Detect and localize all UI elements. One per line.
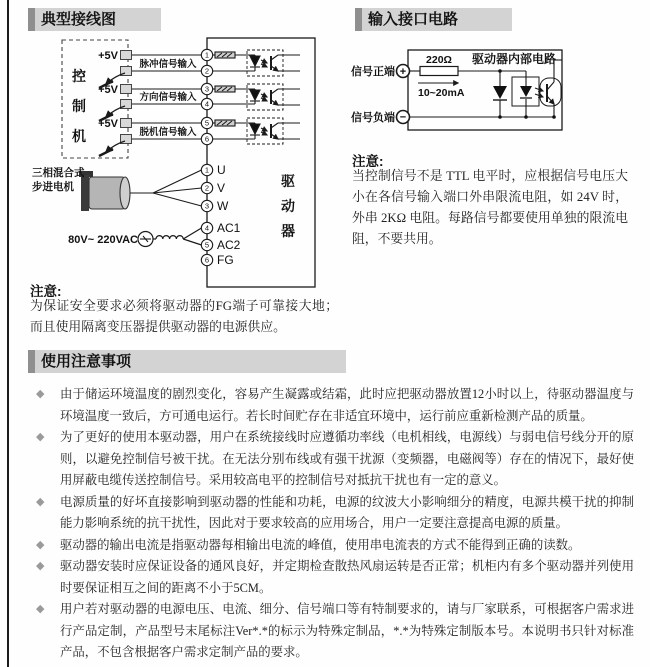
svg-text:1: 1 (204, 165, 210, 175)
precaution-text: 电源质量的好坏直接影响到驱动器的性能和功耗，电源的纹波大小影响细分的精度，电源共模干扰的抑制能力影响系统的抗干扰性，因此对于要求较高的应用场合，用户一定要注意提高电源的质量。 (60, 494, 634, 530)
current-value-label: 10~20mA (418, 87, 465, 99)
svg-text:6: 6 (204, 134, 210, 144)
clamp-diode (493, 86, 507, 100)
input-circuit-section-title (355, 8, 512, 31)
page-left-rule (7, 0, 9, 667)
terminal-V-label: V (217, 181, 226, 195)
terminal-AC1-label: AC1 (217, 221, 241, 235)
controller-char-1: 控 (72, 68, 86, 84)
terminal-W-label: W (217, 199, 229, 213)
diamond-bullet-icon: ◆ (36, 603, 45, 615)
controller-char-2: 制 (72, 98, 86, 114)
svg-text:−: − (399, 111, 407, 124)
direction-signal-label: 方向信号输入 (139, 92, 197, 103)
wiring-note-title: 注意: (30, 284, 62, 299)
signal-negative-label: 信号负端 (351, 112, 395, 124)
precaution-item (34, 599, 634, 664)
precaution-text: 驱动器的输出电流是指驱动器每相输出电流的峰值，使用串电流表的方式不能得到正确的读数。 (60, 537, 581, 552)
precaution-item (34, 535, 634, 557)
precautions-section-title-text: 使用注意事项 (41, 353, 132, 370)
driver-input-stages (213, 50, 301, 144)
driver-char-1: 驱 (281, 173, 295, 189)
svg-text:2: 2 (204, 183, 210, 193)
terminal-FG-label: FG (217, 253, 234, 267)
input-circuit-section-title-text: 输入接口电路 (368, 11, 459, 28)
ac-source (138, 232, 153, 247)
v5-label-2: +5V (98, 84, 118, 96)
diamond-bullet-icon: ◆ (36, 560, 45, 572)
positive-terminal (397, 65, 410, 78)
diamond-bullet-icon: ◆ (36, 431, 45, 443)
svg-text:3: 3 (204, 84, 210, 94)
signal-positive-label: 信号正端 (351, 66, 395, 78)
precaution-text: 由于储运环境温度的剧烈变化，容易产生凝露或结霜，此时应把驱动器放置12小时以上，待驱动器温度与环境温度一致后，方可通电运行。若长时间贮存在非适宜环境中，运行前应重新检测产品的质量。 (60, 387, 634, 423)
terminal-AC2-label: AC2 (217, 238, 241, 252)
precaution-item (34, 384, 634, 427)
resistor-value-label: 220Ω (426, 54, 452, 66)
precaution-text: 用户若对驱动器的电源电压、电流、细分、信号端口等有特制要求的，请与厂家联系，可根据客户需求进行产品定制，产品型号末尾标注Ver*.*的标示为特殊定制品，*.*为特殊定制版本号。本说明书只针对标准产品，不包含根据客户需求定制产品的要求。 (60, 602, 634, 659)
motor-label-line2: 步进电机 (32, 181, 74, 193)
diamond-bullet-icon: ◆ (36, 495, 45, 508)
connector-pads (121, 51, 132, 144)
svg-text:4: 4 (204, 99, 210, 109)
controller-char-3: 机 (72, 128, 86, 144)
negative-terminal (397, 111, 410, 124)
precaution-item (34, 427, 634, 492)
v5-label-1: +5V (98, 50, 118, 62)
input-circuit-note-text: 当控制信号不是 TTL 电平时，应根据信号电压大小在各信号输入端口外串限流电阻，如 24V 时，外串 2KΩ 电阻。每路信号都要使用单独的限流电阻，不要共用。 (352, 169, 628, 246)
power-wires (153, 228, 202, 245)
svg-text:4: 4 (204, 223, 210, 233)
motor-wires (130, 170, 202, 206)
resistor-220ohm (420, 67, 458, 76)
input-circuit-note-title: 注意: (352, 154, 384, 169)
precaution-item (34, 492, 634, 535)
svg-text:3: 3 (204, 201, 210, 211)
precautions-section-title (28, 350, 346, 373)
internal-circuit-label: 驱动器内部电路 (471, 52, 556, 66)
diamond-bullet-icon: ◆ (36, 388, 45, 400)
wiring-note-text: 为保证安全要求必须将驱动器的FG端子可靠接大地；而且使用隔离变压器提供驱动器的电源供应。 (30, 299, 338, 334)
motor-label-line1: 三相混合式 (32, 167, 85, 179)
offline-signal-label: 脱机信号输入 (139, 127, 197, 138)
v5-label-3: +5V (98, 118, 118, 130)
wiring-diagram (25, 36, 325, 291)
pulse-signal-label: 脉冲信号输入 (139, 59, 197, 70)
svg-text:5: 5 (204, 240, 210, 250)
precaution-item (34, 556, 634, 599)
svg-text:2: 2 (204, 66, 210, 76)
precaution-text: 驱动器安装时应保证设备的通风良好，并定期检查散热风扇运转是否正常；机柜内有多个驱动器并列使用时要保证相互之间的距离不小于5CM。 (60, 559, 634, 595)
driver-char-3: 器 (281, 223, 295, 239)
diamond-bullet-icon: ◆ (36, 538, 45, 551)
precaution-text: 为了更好的使用本驱动器，用户在系统接线时应遵循功率线（电机相线，电源线）与弱电信号线分开的原则，以避免控制信号被干扰。在无法分别布线或有强干扰源（变频器，电磁阀等）存在的情况下，最好使用屏蔽电缆传送控制信号。采用较高电平的控制信号对抵抗干扰也有一定的意义。 (60, 430, 634, 487)
svg-text:+: + (399, 65, 407, 78)
precautions-list (34, 384, 634, 664)
optocoupler (512, 60, 562, 117)
input-circuit-diagram (350, 44, 635, 144)
svg-text:1: 1 (204, 50, 210, 60)
wiring-section-title-text: 典型接线图 (41, 11, 117, 28)
stepper-motor (79, 171, 130, 211)
svg-text:5: 5 (204, 118, 210, 128)
wiring-section-title (28, 8, 161, 31)
ac-voltage-label: 80V~ 220VAC (68, 234, 138, 246)
terminal-U-label: U (217, 163, 226, 177)
svg-text:6: 6 (204, 255, 210, 265)
driver-char-2: 动 (281, 198, 295, 214)
